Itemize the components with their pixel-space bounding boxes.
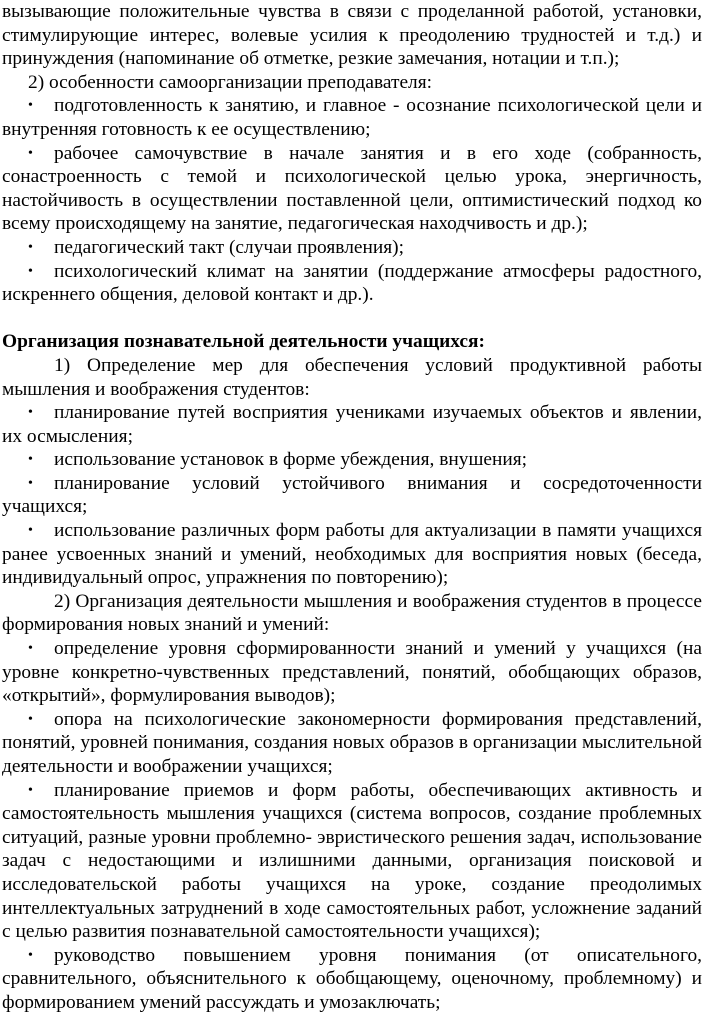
- bullet-text: использование различных форм работы для актуализации в памяти учащихся ранее усвоенных знаний и умений, необходимых для восприятия новых (беседа, индивидуальный опрос, упражнения по повторению);: [2, 520, 702, 589]
- bullet-icon: •: [28, 98, 33, 114]
- bullet-icon: •: [28, 523, 33, 539]
- section-heading: Организация познавательной деятельности учащихся:: [2, 331, 485, 353]
- bullet-icon: •: [28, 405, 33, 421]
- bullet-item: [2, 448, 702, 472]
- bullet-text: использование установок в форме убеждения, внушения;: [54, 449, 528, 471]
- bullet-item: [2, 708, 702, 779]
- bullet-icon: •: [28, 475, 33, 491]
- bullet-text: планирование приемов и форм работы, обеспечивающих активность и самостоятельность мышления учащихся (система вопросов, создание проблемных ситуаций, разные уровни проблемно- эвристического решения задач, использование задач с недостающими и излишними данными, организация поисковой и исследовательской работы учащихся на уроке, создание преодолимых интеллектуальных затруднений в ходе самостоятельных работ, усложнение заданий с целью развития познавательной самостоятельности учащихся);: [2, 779, 702, 943]
- bullet-icon: •: [28, 711, 33, 727]
- bullet-item: [2, 472, 702, 519]
- bullet-text: определение уровня сформированности знаний и умений у учащихся (на уровне конкретно-чувственных представлений, понятий, обобщающих образов, «открытий», формулирования выводов);: [2, 638, 702, 707]
- bullet-text: руководство повышением уровня понимания (от описательного, сравнительного, объяснительного к обобщающему, оценочному, проблемному) и формированием умений рассуждать и умозаключать;: [2, 944, 702, 1013]
- bullet-icon: •: [28, 782, 33, 798]
- bullet-text: опора на психологические закономерности формирования представлений, понятий, уровней понимания, создания новых образов в организации мыслительной деятельности и воображении учащихся;: [2, 708, 702, 777]
- bullet-item: [2, 142, 702, 236]
- bullet-text: планирование условий устойчивого внимания и сосредоточенности учащихся;: [2, 472, 702, 518]
- paragraph-self-organization: 2) особенности самоорганизации преподавателя:: [28, 71, 433, 93]
- bullet-text: подготовленность к занятию, и главное - осознание психологической цели и внутренняя готовность к ее осуществлению;: [2, 95, 702, 140]
- bullet-item: [2, 637, 702, 708]
- bullet-icon: •: [28, 947, 33, 963]
- bullet-item: [2, 260, 702, 307]
- bullet-item: [2, 779, 702, 944]
- paragraph-point-1: 1) Определение мер для обеспечения условий продуктивной работы мышления и воображения студентов:: [2, 354, 702, 400]
- bullet-item: [2, 236, 702, 260]
- bullet-item: [2, 944, 702, 1015]
- paragraph-point-2: 2) Организация деятельности мышления и воображения студентов в процессе формирования новых знаний и умений:: [2, 590, 702, 636]
- bullet-text: рабочее самочувствие в начале занятия и в его ходе (собранность, сонастроенность с темой и психологической целью урока, энергичность, настойчивость в осуществлении поставленной цели, оптимистический подход ко всему происходящему на занятие, педагогическая находчивость и др.);: [2, 142, 702, 235]
- bullet-icon: •: [28, 641, 33, 657]
- bullet-item: [2, 401, 702, 448]
- bullet-text: педагогический такт (случаи проявления);: [54, 236, 405, 258]
- bullet-icon: •: [28, 452, 33, 468]
- bullet-icon: •: [28, 239, 33, 255]
- bullet-item: [2, 94, 702, 141]
- bullet-icon: •: [28, 145, 33, 161]
- bullet-text: психологический климат на занятии (поддержание атмосферы радостного, искреннего общения, деловой контакт и др.).: [2, 260, 702, 306]
- bullet-icon: •: [28, 263, 33, 279]
- bullet-text: планирование путей восприятия учениками изучаемых объектов и явлении, их осмысления;: [2, 402, 702, 447]
- bullet-item: [2, 519, 702, 590]
- paragraph-continuation: вызывающие положительные чувства в связи с проделанной работой, установки, стимулирующие интерес, волевые усилия к преодолению трудностей и т.д.) и принуждения (напоминание об отметке, резкие замечания, нотации и т.п.);: [2, 1, 702, 70]
